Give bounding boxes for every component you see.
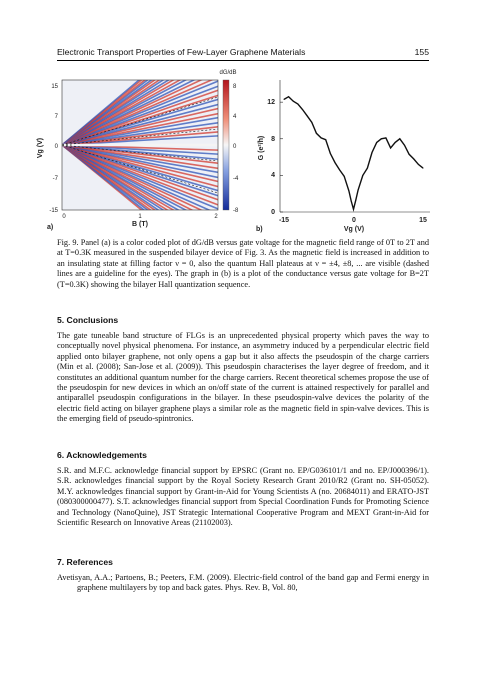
data-point — [404, 145, 405, 146]
data-point — [423, 168, 424, 169]
panel-label-a: a) — [47, 224, 54, 231]
y-tick: 4 — [271, 172, 275, 179]
data-point — [351, 201, 352, 202]
data-point — [372, 152, 373, 153]
data-point — [316, 133, 317, 134]
colorbar-tick: -4 — [233, 176, 239, 182]
y-axis-label: G (e²/h) — [258, 135, 265, 161]
data-point — [325, 139, 326, 140]
paragraph: S.R. and M.F.C. acknowledge financial support by EPSRC (Grant no. EP/G036101/1 and no. EP/J000396/1). S.R. acknowledges financial support by the Royal Society Research Grant 2010/R2 (Grant no. SH-05052). M.Y. acknowledges financial support by Grant-in-Aid for Young Scientists A (no. 20684011) and ERATO-JST (080300000477). S.T. acknowledges financial support from Special Coordination Funds for Promoting Science and Technology (NanoQuine), JST Strategic International Cooperative Program and MEXT Grant-in-Aid for Scientific Research on Innovative Areas (21102003). — [57, 466, 429, 528]
reference-entry: Avetisyan, A.A.; Partoens, B.; Peeters, F.M. (2009). Electric-field control of the band gap and Fermi energy in graphene multilayers by top and back gates. Phys. Rev. B, Vol. 80, — [57, 573, 429, 593]
y-tick: -7 — [52, 176, 58, 182]
data-point — [293, 101, 294, 102]
data-point — [348, 190, 349, 191]
colorbar-tick: -8 — [233, 208, 239, 214]
section-heading: 5. Conclusions — [57, 315, 119, 325]
colorbar-tick: 0 — [233, 144, 237, 150]
data-point — [339, 169, 340, 170]
y-tick: 0 — [271, 209, 275, 216]
header-rule — [57, 60, 429, 61]
y-tick: 12 — [267, 99, 275, 106]
page-number: 155 — [414, 47, 429, 57]
data-point — [311, 122, 312, 123]
paragraph: The gate tuneable band structure of FLGs is an unprecedented physical property which paves the way to conceptually novel physical phenomena. For instance, an asymmetry induced by a perpendicular electric field applied onto bilayer graphene, not only opens a gap but it also affects the pseudospin of the charge carriers (Min et al. (2008); San-Jose et al. (2009)). This pseudospin characterises the layer degree of freedom, and it constitutes an additional quantum number for the charge carriers. Recent theoretical schemes propose the use of the pseudospin for new devices in which an on/off state of the current is attained respectively for parallel and antiparallel pseudospin configurations in the bilayer. In these pseudospin-valve devices the polarity of the electric field acting on bilayer graphene plays a similar role as the magnetic field in spin-valve devices. This is the emerging field of pseudo-spintronics. — [57, 331, 429, 424]
data-point — [307, 115, 308, 116]
x-tick: 0 — [62, 214, 66, 220]
data-point — [385, 137, 386, 138]
panel-b-plot — [280, 80, 430, 212]
figure-caption: Fig. 9. Panel (a) is a color coded plot of dG/dB versus gate voltage for the magnetic field range of 0T to 2T and at T=0.3K measured in the suspended bilayer device of Fig. 3. As the magnetic field is increased in addition to an insulating state at filling factor ν = 0, also the quantum Hall plateaus at ν = ±4, ±8, ... are visible (dashed lines are a guideline for the eyes). The graph in (b) is a plot of the conductance versus gate voltage for B=2T (T=0.3K) showing the bilayer Hall quantization sequence. — [57, 238, 429, 289]
running-title: Electronic Transport Properties of Few-Layer Graphene Materials — [57, 47, 306, 57]
data-point — [390, 147, 391, 148]
data-point — [395, 142, 396, 143]
x-tick: 2 — [214, 214, 218, 220]
data-point — [344, 176, 345, 177]
colorbar-tick: 8 — [233, 84, 237, 90]
data-point — [367, 168, 368, 169]
data-point — [399, 138, 400, 139]
colorbar-tick: 4 — [233, 114, 237, 120]
data-point — [330, 153, 331, 154]
data-point — [418, 164, 419, 165]
y-tick: 15 — [51, 84, 58, 90]
data-point — [297, 104, 298, 105]
panel-label-b: b) — [256, 226, 263, 233]
data-point — [355, 200, 356, 201]
data-point — [335, 162, 336, 163]
y-tick: 7 — [54, 114, 58, 120]
x-tick: 15 — [419, 217, 427, 224]
data-point — [413, 158, 414, 159]
section-heading: 6. Acknowledgements — [57, 450, 147, 460]
y-tick: 8 — [271, 136, 275, 143]
x-tick: 1 — [138, 214, 142, 220]
x-tick: -15 — [278, 217, 290, 224]
data-point — [409, 154, 410, 155]
y-tick: 0 — [54, 144, 58, 150]
x-tick: 0 — [352, 217, 356, 224]
colorbar — [223, 80, 229, 210]
running-header — [57, 47, 429, 57]
section-heading: 7. References — [57, 557, 113, 567]
data-point — [288, 96, 289, 97]
figure-9 — [30, 66, 430, 236]
conductance-trace — [284, 97, 423, 210]
data-point — [358, 190, 359, 191]
data-point — [381, 138, 382, 139]
x-axis-label: Vg (V) — [343, 226, 365, 233]
data-point — [353, 209, 354, 210]
data-point — [321, 137, 322, 138]
x-axis-label: B (T) — [132, 221, 148, 228]
data-point — [284, 99, 285, 100]
colorbar-title: dG/dB — [219, 70, 237, 76]
y-tick: -15 — [49, 208, 58, 214]
data-point — [376, 142, 377, 143]
data-point — [302, 109, 303, 110]
y-axis-label: Vg (V) — [37, 137, 44, 159]
data-point — [362, 175, 363, 176]
